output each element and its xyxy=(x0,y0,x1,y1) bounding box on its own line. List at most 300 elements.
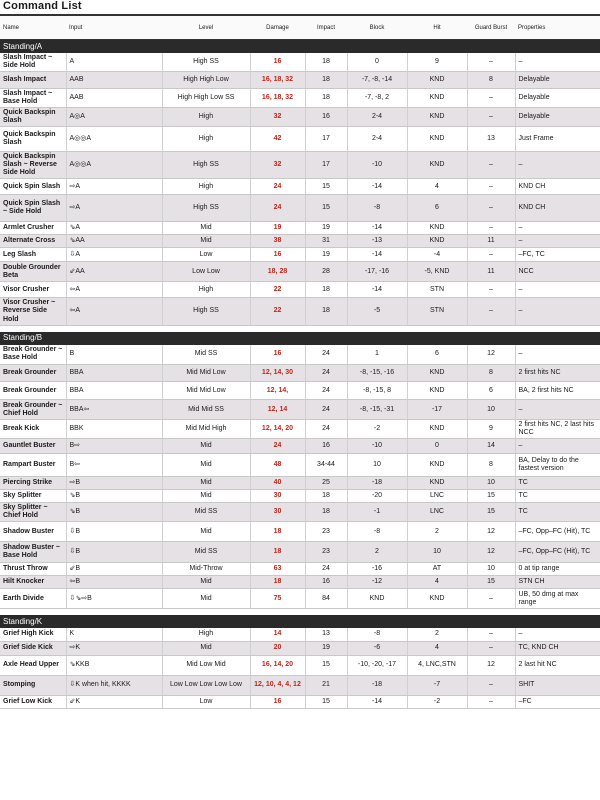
move-impact: 23 xyxy=(305,542,347,563)
col-level: Level xyxy=(162,15,250,40)
move-properties: Just Frame xyxy=(515,127,600,152)
move-level: Mid xyxy=(162,477,250,490)
move-properties: – xyxy=(515,152,600,179)
move-guard-burst: 11 xyxy=(467,262,515,282)
move-level: Mid Mid SS xyxy=(162,400,250,420)
table-row xyxy=(0,72,600,89)
move-block: 2 xyxy=(347,542,407,563)
move-damage: 63 xyxy=(250,563,305,576)
move-guard-burst: – xyxy=(467,179,515,195)
move-impact: 18 xyxy=(305,282,347,298)
move-block: 1 xyxy=(347,345,407,365)
move-damage: 75 xyxy=(250,589,305,609)
move-guard-burst: 10 xyxy=(467,400,515,420)
move-name: Double Grounder Beta xyxy=(0,262,66,282)
move-properties: TC xyxy=(515,477,600,490)
table-row xyxy=(0,454,600,477)
move-input: ⇦A xyxy=(66,282,162,298)
move-damage: 32 xyxy=(250,152,305,179)
move-guard-burst: 14 xyxy=(467,439,515,454)
move-level: Low xyxy=(162,695,250,708)
move-guard-burst: 8 xyxy=(467,454,515,477)
move-impact: 31 xyxy=(305,235,347,248)
move-level: Mid-Throw xyxy=(162,563,250,576)
move-guard-burst: – xyxy=(467,248,515,262)
move-block: -14 xyxy=(347,695,407,708)
move-hit: 4, LNC,STN xyxy=(407,655,467,675)
move-block: -14 xyxy=(347,179,407,195)
move-properties: KND CH xyxy=(515,179,600,195)
move-hit: 4 xyxy=(407,179,467,195)
move-level: High High Low SS xyxy=(162,89,250,108)
move-impact: 24 xyxy=(305,382,347,400)
move-properties: – xyxy=(515,439,600,454)
move-name: Leg Slash xyxy=(0,248,66,262)
move-hit: 2 xyxy=(407,628,467,641)
move-block: -6 xyxy=(347,641,407,655)
table-row xyxy=(0,282,600,298)
move-name: Sky Splitter xyxy=(0,490,66,503)
move-hit: 4 xyxy=(407,576,467,589)
move-block: -14 xyxy=(347,248,407,262)
table-row xyxy=(0,298,600,325)
move-level: Mid xyxy=(162,235,250,248)
move-level: Mid xyxy=(162,576,250,589)
move-hit: -7 xyxy=(407,675,467,695)
move-guard-burst: – xyxy=(467,108,515,127)
move-level: Mid Low Mid xyxy=(162,655,250,675)
move-hit: KND xyxy=(407,589,467,609)
move-properties: – xyxy=(515,345,600,365)
col-impact: Impact xyxy=(305,15,347,40)
move-level: Mid Mid High xyxy=(162,420,250,439)
table-row xyxy=(0,365,600,382)
move-input: ⇙B xyxy=(66,563,162,576)
move-impact: 15 xyxy=(305,655,347,675)
move-name: Quick Backspin Slash xyxy=(0,108,66,127)
table-row xyxy=(0,477,600,490)
table-row xyxy=(0,152,600,179)
move-name: Break Grounder xyxy=(0,365,66,382)
table-row xyxy=(0,641,600,655)
move-block: -7, -8, -14 xyxy=(347,72,407,89)
move-impact: 15 xyxy=(305,195,347,222)
move-impact: 15 xyxy=(305,695,347,708)
move-impact: 17 xyxy=(305,152,347,179)
section-header xyxy=(0,40,600,54)
move-damage: 12, 10, 4, 4, 12 xyxy=(250,675,305,695)
move-level: Low Low xyxy=(162,262,250,282)
table-row xyxy=(0,195,600,222)
move-name: Quick Spin Slash ~ Side Hold xyxy=(0,195,66,222)
move-block: -8 xyxy=(347,628,407,641)
move-name: Break Kick xyxy=(0,420,66,439)
move-block: -8, -15, -31 xyxy=(347,400,407,420)
table-row xyxy=(0,345,600,365)
move-block: -20 xyxy=(347,490,407,503)
move-name: Alternate Cross xyxy=(0,235,66,248)
move-properties: – xyxy=(515,628,600,641)
move-guard-burst: – xyxy=(467,298,515,325)
move-damage: 18 xyxy=(250,522,305,542)
move-impact: 21 xyxy=(305,675,347,695)
move-damage: 16 xyxy=(250,345,305,365)
move-guard-burst: 10 xyxy=(467,563,515,576)
move-input: ⇩B xyxy=(66,522,162,542)
move-properties: 2 first hits NC, 2 last hits NCC xyxy=(515,420,600,439)
move-hit: KND xyxy=(407,89,467,108)
move-block: -18 xyxy=(347,477,407,490)
move-properties: 0 at tip range xyxy=(515,563,600,576)
move-hit: KND xyxy=(407,454,467,477)
move-name: Quick Backspin Slash xyxy=(0,127,66,152)
move-impact: 24 xyxy=(305,365,347,382)
move-input: BBA xyxy=(66,365,162,382)
move-hit: 0 xyxy=(407,439,467,454)
move-block: -8, -15, 8 xyxy=(347,382,407,400)
move-damage: 16 xyxy=(250,53,305,72)
move-input: ⇦A xyxy=(66,298,162,325)
move-block: -8, -15, -16 xyxy=(347,365,407,382)
move-hit: KND xyxy=(407,365,467,382)
move-impact: 18 xyxy=(305,53,347,72)
move-level: Mid SS xyxy=(162,345,250,365)
table-row xyxy=(0,420,600,439)
command-table-wrapper xyxy=(0,14,600,709)
table-row xyxy=(0,576,600,589)
move-hit: -17 xyxy=(407,400,467,420)
col-block: Block xyxy=(347,15,407,40)
move-hit: 2 xyxy=(407,522,467,542)
move-input: ⇘AA xyxy=(66,235,162,248)
table-row xyxy=(0,655,600,675)
move-block: -10, -20, -17 xyxy=(347,655,407,675)
move-level: High xyxy=(162,108,250,127)
move-name: Quick Spin Slash xyxy=(0,179,66,195)
move-properties: Delayable xyxy=(515,72,600,89)
move-input: A◎◎A xyxy=(66,127,162,152)
move-guard-burst: 12 xyxy=(467,345,515,365)
move-damage: 16 xyxy=(250,248,305,262)
move-block: -12 xyxy=(347,576,407,589)
move-level: Mid xyxy=(162,641,250,655)
move-properties: Delayable xyxy=(515,89,600,108)
move-name: Slash Impact xyxy=(0,72,66,89)
move-input: ⇘B xyxy=(66,490,162,503)
move-guard-burst: 8 xyxy=(467,365,515,382)
move-hit: KND xyxy=(407,72,467,89)
move-name: Shadow Buster xyxy=(0,522,66,542)
move-guard-burst: 6 xyxy=(467,382,515,400)
move-level: Mid xyxy=(162,522,250,542)
move-properties: BA, 2 first hits NC xyxy=(515,382,600,400)
move-hit: KND xyxy=(407,127,467,152)
move-properties: TC xyxy=(515,490,600,503)
move-hit: KND xyxy=(407,382,467,400)
table-row xyxy=(0,179,600,195)
move-properties: Delayable xyxy=(515,108,600,127)
move-damage: 18 xyxy=(250,576,305,589)
move-properties: –FC, Opp–FC (Hit), TC xyxy=(515,542,600,563)
move-hit: 6 xyxy=(407,195,467,222)
move-level: Mid xyxy=(162,439,250,454)
table-row xyxy=(0,439,600,454)
page-title: Command List xyxy=(3,0,82,12)
move-properties: – xyxy=(515,222,600,235)
move-damage: 24 xyxy=(250,179,305,195)
move-input: AAB xyxy=(66,89,162,108)
move-block: -2 xyxy=(347,420,407,439)
move-name: Hilt Knocker xyxy=(0,576,66,589)
move-properties: BA, Delay to do the fastest version xyxy=(515,454,600,477)
move-input: ⇩⇘⇨B xyxy=(66,589,162,609)
move-input: ⇘B xyxy=(66,503,162,522)
move-impact: 24 xyxy=(305,563,347,576)
col-guard-burst: Guard Burst xyxy=(467,15,515,40)
move-properties: NCC xyxy=(515,262,600,282)
move-input: ⇙K xyxy=(66,695,162,708)
move-name: Armlet Crusher xyxy=(0,222,66,235)
move-name: Thrust Throw xyxy=(0,563,66,576)
move-impact: 18 xyxy=(305,72,347,89)
move-input: B xyxy=(66,345,162,365)
move-impact: 24 xyxy=(305,400,347,420)
col-properties: Properties xyxy=(515,15,600,40)
move-name: Quick Backspin Slash ~ Reverse Side Hold xyxy=(0,152,66,179)
move-guard-burst: 15 xyxy=(467,490,515,503)
section-header xyxy=(0,332,600,345)
move-input: ⇨K xyxy=(66,641,162,655)
move-damage: 30 xyxy=(250,490,305,503)
move-input: ⇨B xyxy=(66,477,162,490)
move-hit: -2 xyxy=(407,695,467,708)
move-input: AAB xyxy=(66,72,162,89)
move-hit: KND xyxy=(407,477,467,490)
move-hit: KND xyxy=(407,420,467,439)
move-damage: 16, 14, 20 xyxy=(250,655,305,675)
move-level: High xyxy=(162,628,250,641)
move-damage: 24 xyxy=(250,195,305,222)
move-impact: 25 xyxy=(305,477,347,490)
move-name: Break Grounder xyxy=(0,382,66,400)
command-table xyxy=(0,14,600,709)
move-hit: KND xyxy=(407,108,467,127)
move-input: BBA xyxy=(66,382,162,400)
move-level: High SS xyxy=(162,53,250,72)
move-name: Grief Low Kick xyxy=(0,695,66,708)
move-block: -13 xyxy=(347,235,407,248)
move-damage: 18 xyxy=(250,542,305,563)
move-block: -1 xyxy=(347,503,407,522)
move-block: -10 xyxy=(347,439,407,454)
move-guard-burst: 12 xyxy=(467,655,515,675)
move-guard-burst: – xyxy=(467,152,515,179)
move-hit: 6 xyxy=(407,345,467,365)
move-impact: 17 xyxy=(305,127,347,152)
move-properties: UB, 50 dmg at max range xyxy=(515,589,600,609)
move-properties: –FC, TC xyxy=(515,248,600,262)
move-hit: KND xyxy=(407,235,467,248)
move-level: Mid xyxy=(162,454,250,477)
move-guard-burst: 15 xyxy=(467,576,515,589)
table-row xyxy=(0,248,600,262)
move-level: Mid SS xyxy=(162,503,250,522)
table-row xyxy=(0,222,600,235)
move-guard-burst: – xyxy=(467,53,515,72)
move-name: Stomping xyxy=(0,675,66,695)
move-damage: 48 xyxy=(250,454,305,477)
table-row xyxy=(0,53,600,72)
section-label: Standing/K xyxy=(0,615,600,628)
move-block: -5 xyxy=(347,298,407,325)
move-guard-burst: – xyxy=(467,628,515,641)
move-impact: 16 xyxy=(305,576,347,589)
section-header xyxy=(0,615,600,628)
move-level: Mid xyxy=(162,490,250,503)
move-properties: KND CH xyxy=(515,195,600,222)
move-block: -14 xyxy=(347,282,407,298)
move-input: ⇩B xyxy=(66,542,162,563)
move-input: BBA⇦ xyxy=(66,400,162,420)
move-hit: -4 xyxy=(407,248,467,262)
move-block: 10 xyxy=(347,454,407,477)
move-name: Grief Side Kick xyxy=(0,641,66,655)
move-hit: LNC xyxy=(407,503,467,522)
header-row xyxy=(0,15,600,40)
move-properties: STN CH xyxy=(515,576,600,589)
move-guard-burst: – xyxy=(467,282,515,298)
move-guard-burst: – xyxy=(467,641,515,655)
move-level: High SS xyxy=(162,298,250,325)
move-name: Break Grounder ~ Chief Hold xyxy=(0,400,66,420)
move-damage: 12, 14 xyxy=(250,400,305,420)
move-properties: –FC xyxy=(515,695,600,708)
move-guard-burst: – xyxy=(467,222,515,235)
move-level: High High Low xyxy=(162,72,250,89)
move-name: Break Grounder ~ Base Hold xyxy=(0,345,66,365)
move-damage: 40 xyxy=(250,477,305,490)
move-impact: 19 xyxy=(305,641,347,655)
move-impact: 28 xyxy=(305,262,347,282)
move-level: High SS xyxy=(162,152,250,179)
table-row xyxy=(0,108,600,127)
section-label: Standing/B xyxy=(0,332,600,345)
move-impact: 34-44 xyxy=(305,454,347,477)
move-guard-burst: 13 xyxy=(467,127,515,152)
move-damage: 16 xyxy=(250,695,305,708)
move-guard-burst: 12 xyxy=(467,522,515,542)
move-damage: 24 xyxy=(250,439,305,454)
section-label: Standing/A xyxy=(0,40,600,54)
col-damage: Damage xyxy=(250,15,305,40)
move-impact: 19 xyxy=(305,248,347,262)
table-row xyxy=(0,235,600,248)
move-name: Grief High Kick xyxy=(0,628,66,641)
table-row xyxy=(0,400,600,420)
move-name: Visor Crusher ~ Reverse Side Hold xyxy=(0,298,66,325)
table-row xyxy=(0,675,600,695)
move-name: Slash Impact ~ Base Hold xyxy=(0,89,66,108)
move-properties: –FC, Opp–FC (Hit), TC xyxy=(515,522,600,542)
move-level: Mid SS xyxy=(162,542,250,563)
move-block: -17, -16 xyxy=(347,262,407,282)
table-row xyxy=(0,542,600,563)
col-name: Name xyxy=(0,15,66,40)
move-input: ⇨A xyxy=(66,179,162,195)
move-impact: 18 xyxy=(305,503,347,522)
move-input: ⇨A xyxy=(66,195,162,222)
move-damage: 16, 18, 32 xyxy=(250,72,305,89)
move-hit: 4 xyxy=(407,641,467,655)
move-level: High xyxy=(162,179,250,195)
move-guard-burst: – xyxy=(467,675,515,695)
move-level: High xyxy=(162,282,250,298)
move-hit: -5, KND xyxy=(407,262,467,282)
move-level: Mid xyxy=(162,222,250,235)
col-input: Input xyxy=(66,15,162,40)
move-block: 0 xyxy=(347,53,407,72)
table-row xyxy=(0,589,600,609)
move-input: BBK xyxy=(66,420,162,439)
move-impact: 24 xyxy=(305,345,347,365)
move-guard-burst: 9 xyxy=(467,420,515,439)
move-hit: LNC xyxy=(407,490,467,503)
move-guard-burst: 12 xyxy=(467,542,515,563)
move-properties: 2 last hit NC xyxy=(515,655,600,675)
move-properties: – xyxy=(515,282,600,298)
move-name: Piercing Strike xyxy=(0,477,66,490)
move-hit: STN xyxy=(407,298,467,325)
move-damage: 19 xyxy=(250,222,305,235)
move-block: -14 xyxy=(347,222,407,235)
move-damage: 22 xyxy=(250,298,305,325)
table-row xyxy=(0,628,600,641)
table-row xyxy=(0,563,600,576)
move-level: Mid Mid Low xyxy=(162,382,250,400)
move-properties: SHIT xyxy=(515,675,600,695)
move-block: -16 xyxy=(347,563,407,576)
move-block: 2-4 xyxy=(347,108,407,127)
move-input: K xyxy=(66,628,162,641)
col-hit: Hit xyxy=(407,15,467,40)
move-impact: 16 xyxy=(305,108,347,127)
move-input: B⇨ xyxy=(66,439,162,454)
move-damage: 42 xyxy=(250,127,305,152)
move-hit: AT xyxy=(407,563,467,576)
move-impact: 23 xyxy=(305,522,347,542)
move-level: High SS xyxy=(162,195,250,222)
table-row xyxy=(0,127,600,152)
move-block: -7, -8, 2 xyxy=(347,89,407,108)
table-row xyxy=(0,503,600,522)
move-input: ⇘KKB xyxy=(66,655,162,675)
move-damage: 38 xyxy=(250,235,305,248)
move-properties: – xyxy=(515,53,600,72)
move-damage: 12, 14, 20 xyxy=(250,420,305,439)
move-level: Mid xyxy=(162,589,250,609)
move-input: ⇙AA xyxy=(66,262,162,282)
move-name: Axle Head Upper xyxy=(0,655,66,675)
table-row xyxy=(0,262,600,282)
move-level: Mid Mid Low xyxy=(162,365,250,382)
move-input: A xyxy=(66,53,162,72)
table-row xyxy=(0,382,600,400)
move-input: ⇩K when hit, KKKK xyxy=(66,675,162,695)
move-hit: 9 xyxy=(407,53,467,72)
move-damage: 30 xyxy=(250,503,305,522)
move-block: -8 xyxy=(347,522,407,542)
move-guard-burst: 8 xyxy=(467,72,515,89)
